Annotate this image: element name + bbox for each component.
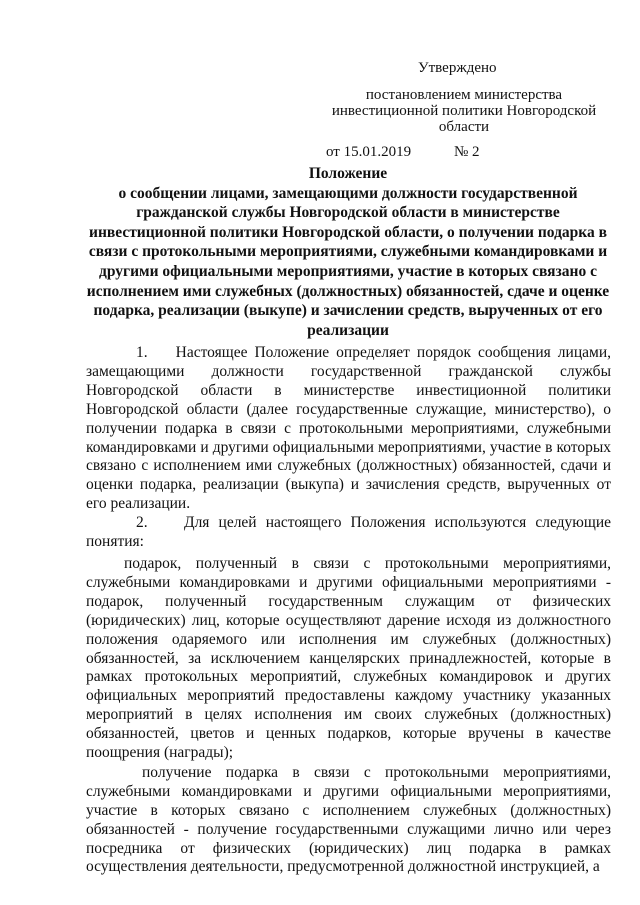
- approval-block: [318, 60, 610, 160]
- decree-date: от 15.01.2019: [326, 144, 412, 160]
- document-title-text: Положение о сообщении лицами, замещающими должности государственной гражданской службы Новгородской области в министерстве инвестиционной политики Новгородской области, о получении подарка в связи с протокольными мероприятиями, служебными командировками и другими официальными мероприятиями, участие в которых связано с исполнением ими служебных (должностных) обязанностей, сдаче и оценке подарка, реализации (выкупе) и зачислении средств, вырученных от его реализации: [86, 165, 610, 339]
- decree-text: постановлением министерства инвестиционной политики Новгородской области: [331, 87, 597, 135]
- document-body: [86, 344, 611, 877]
- document-title: [84, 164, 612, 340]
- paragraph-2: 2. Для целей настоящего Положения используются следующие понятия:: [86, 514, 611, 551]
- decree-dateline: [318, 144, 610, 160]
- paragraph-receipt-definition: получение подарка в связи с протокольными мероприятиями, служебными командировками и другими официальными мероприятиями, участие в которых связано с исполнением служебных (должностных) обязанностей - получение государственными служащими лично или через посредника от физических (юридических) лиц подарка в рамках осуществления деятельности, предусмотренной должностной инструкцией, а: [86, 763, 611, 876]
- approved-label: Утверждено: [418, 60, 497, 76]
- decree-number: № 2: [454, 144, 480, 160]
- paragraph-gift-definition: подарок, полученный в связи с протокольными мероприятиями, служебными командировками и другими официальными мероприятиями - подарок, полученный государственным служащим от физических (юридических) лиц, которые осуществляют дарение исходя из должностного положения одаряемого или исполнения им служебных (должностных) обязанностей, за исключением канцелярских принадлежностей, которые в рамках протокольных мероприятий, служебных командировок и других официальных мероприятий предоставлены каждому участнику указанных мероприятий в целях исполнения им своих служебных (должностных) обязанностей, цветов и ценных подарков, которые вручены в качестве поощрения (награды);: [86, 554, 611, 762]
- paragraph-1: 1. Настоящее Положение определяет порядок сообщения лицами, замещающими должности государственной гражданской службы Новгородской области в министерстве инвестиционной политики Новгородской области (далее государственные служащие, министерство), о получении подарка в связи с протокольными мероприятиями, служебными командировками и другими официальными мероприятиями, участие в которых связано с исполнением ими служебных (должностных) обязанностей, сдачи и оценки подарка, реализации (выкупа) и зачисления средств, вырученных от его реализации.: [86, 344, 611, 513]
